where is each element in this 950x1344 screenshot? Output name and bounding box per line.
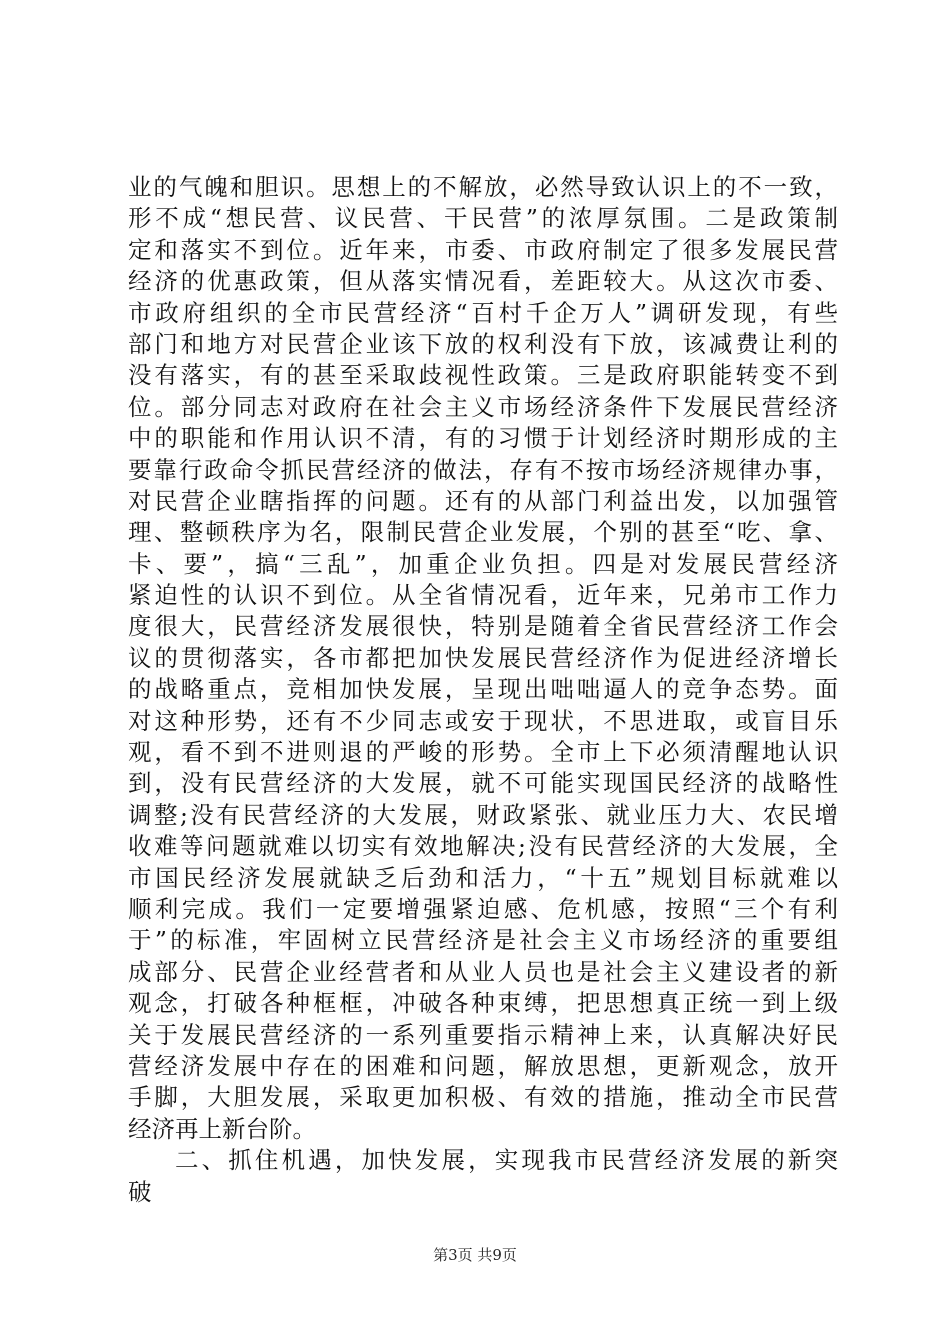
text-line: 理、整顿秩序为名，限制民营企业发展，个别的甚至“吃、拿、 [128,518,838,547]
text-line: 部门和地方对民营企业该下放的权利没有下放，该减费让利的 [128,329,838,358]
text-line: 营经济发展中存在的困难和问题，解放思想，更新观念，放开 [128,1051,838,1080]
text-line: 成部分、民营企业经营者和从业人员也是社会主义建设者的新 [128,957,838,986]
paragraph-end-line: 经济再上新台阶。 [128,1114,316,1143]
text-line: 卡、要”，搞“三乱”，加重企业负担。四是对发展民营经济 [128,549,838,578]
text-line: 调整;没有民营经济的大发展，财政紧张、就业压力大、农民增 [128,800,838,829]
text-line: 观念，打破各种框框，冲破各种束缚，把思想真正统一到上级 [128,989,838,1018]
text-line: 定和落实不到位。近年来，市委、市政府制定了很多发展民营 [128,235,838,264]
text-line: 到，没有民营经济的大发展，就不可能实现国民经济的战略性 [128,769,838,798]
body-text [128,172,838,1208]
text-line: 形不成“想民营、议民营、干民营”的浓厚氛围。二是政策制 [128,204,838,233]
text-line: 市国民经济发展就缺乏后劲和活力，“十五”规划目标就难以 [128,863,838,892]
text-line: 中的职能和作用认识不清，有的习惯于计划经济时期形成的主 [128,424,838,453]
text-line: 位。部分同志对政府在社会主义市场经济条件下发展民营经济 [128,392,838,421]
text-line: 收难等问题就难以切实有效地解决;没有民营经济的大发展，全 [128,832,838,861]
text-line: 于”的标准，牢固树立民营经济是社会主义市场经济的重要组 [128,926,838,955]
text-line: 对民营企业瞎指挥的问题。还有的从部门利益出发，以加强管 [128,486,838,515]
text-line: 的战略重点，竞相加快发展，呈现出咄咄逼人的竞争态势。面 [128,675,838,704]
section-heading-line: 二、抓住机遇，加快发展，实现我市民营经济发展的新突 [175,1146,838,1175]
text-line: 对这种形势，还有不少同志或安于现状，不思进取，或盲目乐 [128,706,838,735]
text-line: 没有落实，有的甚至采取歧视性政策。三是政府职能转变不到 [128,361,838,390]
text-line: 手脚，大胆发展，采取更加积极、有效的措施，推动全市民营 [128,1083,838,1112]
text-line: 经济的优惠政策，但从落实情况看，差距较大。从这次市委、 [128,267,838,296]
text-line: 观，看不到不进则退的严峻的形势。全市上下必须清醒地认识 [128,738,838,767]
text-line: 度很大，民营经济发展很快，特别是随着全省民营经济工作会 [128,612,838,641]
text-line: 顺利完成。我们一定要增强紧迫感、危机感，按照“三个有利 [128,894,838,923]
text-line: 紧迫性的认识不到位。从全省情况看，近年来，兄弟市工作力 [128,581,838,610]
text-line: 要靠行政命令抓民营经济的做法，存有不按市场经济规律办事， [128,455,838,484]
page-footer: 第3页 共9页 [433,1246,517,1264]
text-line: 关于发展民营经济的一系列重要指示精神上来，认真解决好民 [128,1020,838,1049]
text-line: 议的贯彻落实，各市都把加快发展民营经济作为促进经济增长 [128,643,838,672]
text-line: 市政府组织的全市民营经济“百村千企万人”调研发现，有些 [128,298,838,327]
text-line: 业的气魄和胆识。思想上的不解放，必然导致认识上的不一致， [128,173,838,201]
section-heading-end-line: 破 [128,1177,152,1206]
